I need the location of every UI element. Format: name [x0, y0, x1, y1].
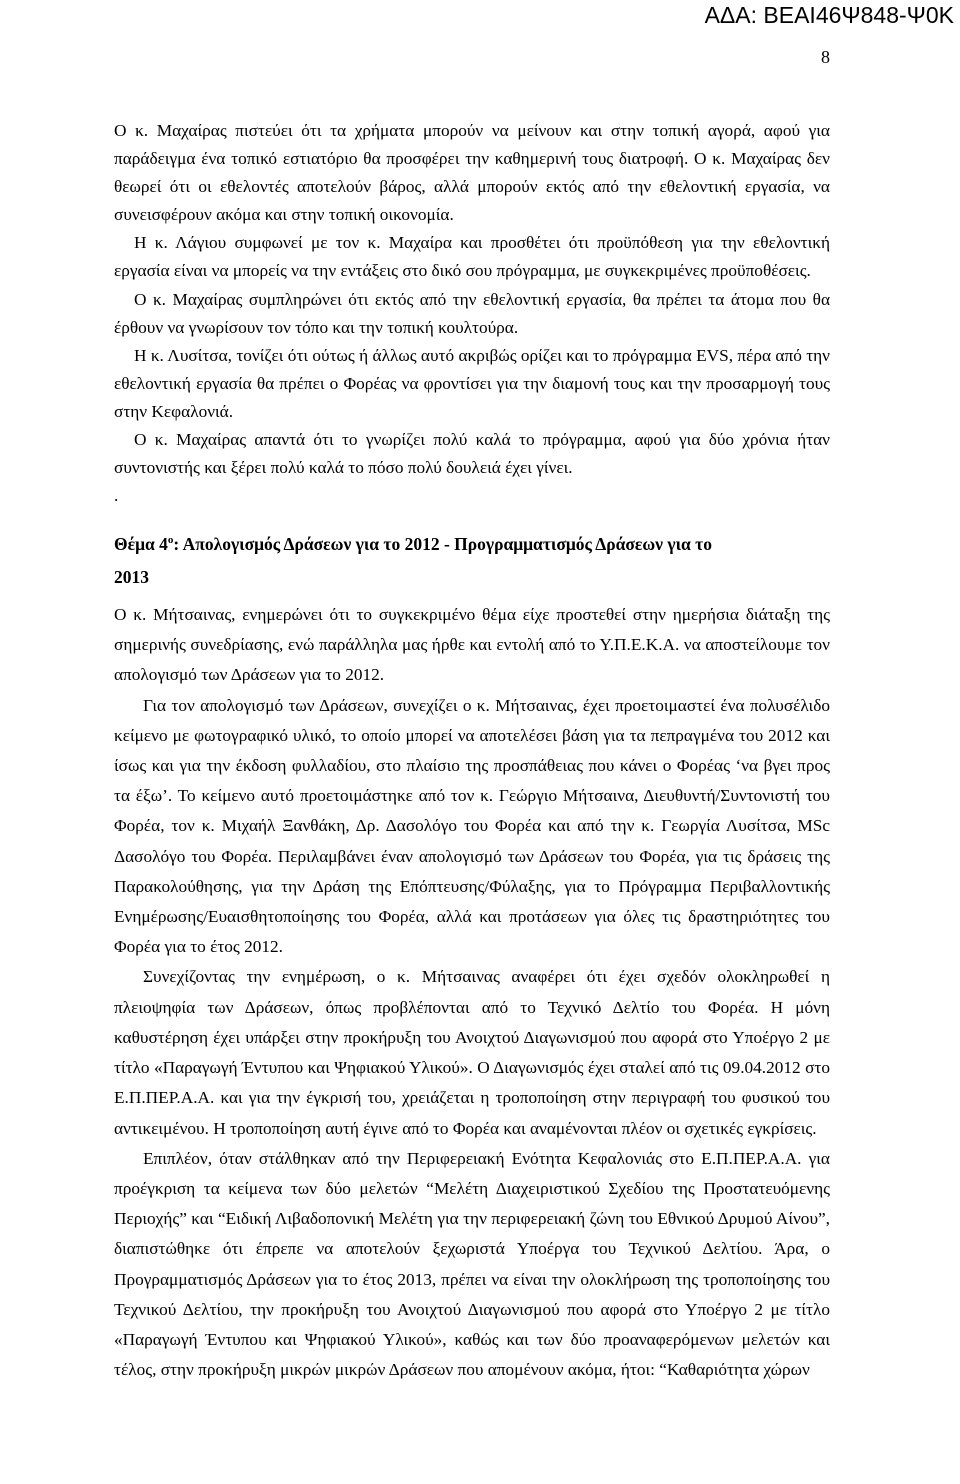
paragraph: Συνεχίζοντας την ενημέρωση, ο κ. Μήτσαινας αναφέρει ότι έχει σχεδόν ολοκληρωθεί η πλειοψηφία των Δράσεων, όπως προβλέπονται από το Τεχνικό Δελτίο του Φορέα. Η μόνη καθυστέρηση έχει υπάρξει στην προκήρυξη του Ανοιχτού Διαγωνισμού που αφορά στο Υποέργο 2 με τίτλο «Παραγωγή Έντυπου και Ψηφιακού Υλικού». Ο Διαγωνισμός έχει σταλεί από τις 09.04.2012 στο Ε.Π.ΠΕΡ.Α.Α. και για την έγκρισή του, χρειάζεται η τροποποίηση στην περιγραφή του φυσικού του αντικειμένου. Η τροποποίηση αυτή έγινε από το Φορέα και αναμένονται πλέον οι σχετικές εγκρίσεις. [114, 967, 830, 1138]
paragraph: Ο κ. Μαχαίρας απαντά ότι το γνωρίζει πολύ καλά το πρόγραμμα, αφού για δύο χρόνια ήταν συντονιστής και ξέρει πολύ καλά το πόσο πολύ δουλειά έχει γίνει. [114, 430, 830, 478]
page-number: 8 [821, 47, 830, 67]
paragraph: Ο κ. Μήτσαινας, ενημερώνει ότι το συγκεκριμένο θέμα είχε προστεθεί στην ημερήσια διάταξη της σημερινής συνεδρίασης, ενώ παράλληλα μας ήρθε και εντολή από το Υ.Π.Ε.Κ.Α. να αποστείλουμε τον απολογισμό των Δράσεων για το 2012. [114, 605, 830, 685]
paragraph: Η κ. Λάγιου συμφωνεί με τον κ. Μαχαίρα και προσθέτει ότι προϋπόθεση για την εθελοντική εργασία είναι να μπορείς να την εντάξεις στο δικό σου πρόγραμμα, με συγκεκριμένες προϋποθέσεις. [114, 233, 830, 281]
heading-prefix: Θέμα 4 [114, 534, 168, 555]
ada-code: ΑΔΑ: ΒΕΑΙ46Ψ848-Ψ0Κ [704, 2, 954, 28]
paragraph: Ο κ. Μαχαίρας συμπληρώνει ότι εκτός από την εθελοντική εργασία, θα πρέπει τα άτομα που θα έρθουν να γνωρίσουν τον τόπο και την τοπική κουλτούρα. [114, 289, 830, 337]
paragraph: Η κ. Λυσίτσα, τονίζει ότι ούτως ή άλλως αυτό ακριβώς ορίζει και το πρόγραμμα EVS, πέρα από την εθελοντική εργασία θα πρέπει ο Φορέας να φροντίσει για την διαμονή τους και την προσαρμογή τους στην Κεφαλονιά. [114, 345, 830, 421]
section-heading [114, 524, 830, 594]
paragraph: Επιπλέον, όταν στάλθηκαν από την Περιφερειακή Ενότητα Κεφαλονιάς στο Ε.Π.ΠΕΡ.Α.Α. για προέγκριση τα κείμενα των δύο μελετών “Μελέτη Διαχειριστικού Σχεδίου της Προστατευόμενης Περιοχής” και “Ειδική Λιβαδοπονική Μελέτη για την περιφερειακή ζώνη του Εθνικού Δρυμού Αίνου”, διαπιστώθηκε ότι έπρεπε να αποτελούν ξεχωριστά Υποέργα του Τεχνικού Δελτίου. Άρα, ο Προγραμματισμός Δράσεων για το έτος 2013, πρέπει να είναι την ολοκλήρωση της τροποποίησης του Τεχνικού Δελτίου, την προκήρυξη του Ανοιχτού Διαγωνισμού που αφορά στο Υποέργο 2 με τίτλο «Παραγωγή Έντυπου και Ψηφιακού Υλικού», καθώς και των δύο προαναφερόμενων μελετών και τέλος, στην προκήρυξη μικρών μικρών Δράσεων που απομένουν ακόμα, ήτοι: “Καθαριότητα χώρων [114, 1148, 830, 1380]
paragraph: Ο κ. Μαχαίρας πιστεύει ότι τα χρήματα μπορούν να μείνουν και στην τοπική αγορά, αφού για παράδειγμα ένα τοπικό εστιατόριο θα προσφέρει την καθημερινή τους διατροφή. Ο κ. Μαχαίρας δεν θεωρεί ότι οι εθελοντές αποτελούν βάρος, αλλά μπορούν εκτός από την εθελοντική εργασία, να συνεισφέρουν ακόμα και στην τοπική οικονομία. [114, 121, 830, 225]
document-body [114, 117, 830, 1385]
heading-superscript: ο [167, 534, 174, 547]
paragraph: Για τον απολογισμό των Δράσεων, συνεχίζει ο κ. Μήτσαινας, έχει προετοιμαστεί ένα πολυσέλιδο κείμενο με φωτογραφικό υλικό, το οποίο μπορεί να αποτελέσει βάση για τα πεπραγμένα του 2012 και ίσως και για την έκδοση φυλλαδίου, στο πλαίσιο της προσπάθειας που κάνει ο Φορέας ‘να βγει προς τα έξω’. Το κείμενο αυτό προετοιμάστηκε από τον κ. Γεώργιο Μήτσαινα, Διευθυντή/Συντονιστή του Φορέα, τον κ. Μιχαήλ Ξανθάκη, Δρ. Δασολόγο του Φορέα και από την κ. Γεωργία Λυσίτσα, MSc Δασολόγο του Φορέα. Περιλαμβάνει έναν απολογισμό των Δράσεων του Φορέα, για τις δράσεις της Παρακολούθησης, για την Δράση της Επόπτευσης/Φύλαξης, για το Πρόγραμμα Περιβαλλοντικής Ενημέρωσης/Ευαισθητοποίησης του Φορέα, αλλά και προτάσεων για όλες τις δραστηριότητες του Φορέα για το έτος 2012. [114, 695, 830, 957]
minutes-section-2 [114, 600, 830, 1385]
heading-text-line2: 2013 [114, 567, 149, 588]
heading-text: : Απολογισμός Δράσεων για το 2012 - Προγραμματισμός Δράσεων για το [173, 534, 712, 555]
stray-dot: . [114, 486, 119, 506]
minutes-section-1 [114, 117, 830, 482]
